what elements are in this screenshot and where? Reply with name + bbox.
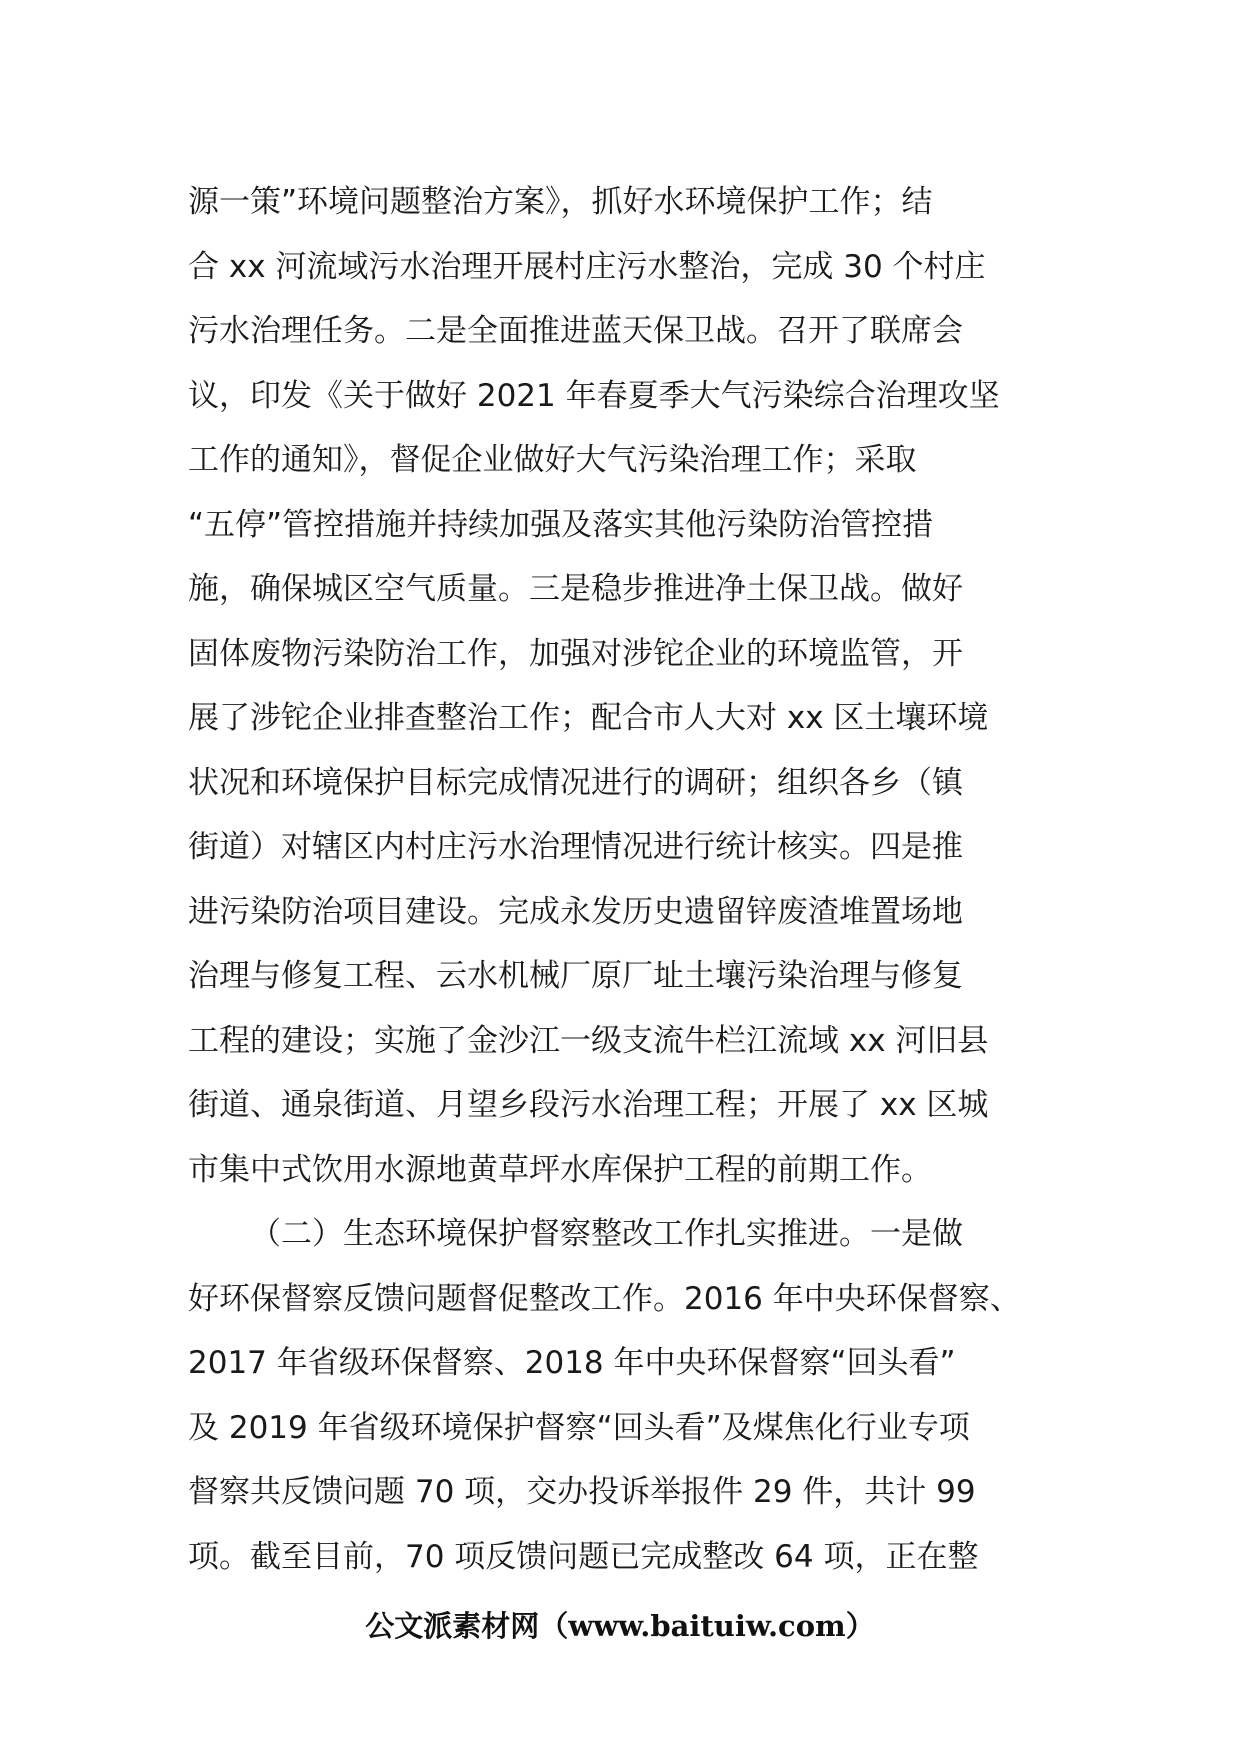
document-body bbox=[188, 170, 1058, 1589]
body-line: 2017 年省级环保督察、2018 年中央环保督察“回头看” bbox=[188, 1345, 956, 1381]
body-line: 展了涉铊企业排查整治工作；配合市人大对 xx 区土壤环境 bbox=[188, 700, 989, 736]
body-line: 状况和环境保护目标完成情况进行的调研；组织各乡（镇 bbox=[188, 764, 963, 801]
body-line: 工作的通知》，督促企业做好大气污染治理工作；采取 bbox=[188, 442, 917, 478]
body-line: 污水治理任务。二是全面推进蓝天保卫战。召开了联席会 bbox=[188, 313, 963, 349]
body-line: 进污染防治项目建设。完成永发历史遗留锌废渣堆置场地 bbox=[188, 893, 963, 930]
body-line: 工程的建设；实施了金沙江一级支流牛栏江流域 xx 河旧县 bbox=[188, 1022, 989, 1059]
body-line: 街道）对辖区内村庄污水治理情况进行统计核实。四是推 bbox=[188, 829, 963, 865]
body-line: 好环保督察反馈问题督促整改工作。2016 年中央环保督察、 bbox=[188, 1280, 1021, 1317]
body-line: 督察共反馈问题 70 项，交办投诉举报件 29 件，共计 99 bbox=[188, 1474, 976, 1510]
body-line: “五停”管控措施并持续加强及落实其他污染防治管控措 bbox=[188, 506, 934, 543]
body-line: 固体废物污染防治工作，加强对涉铊企业的环境监管，开 bbox=[188, 635, 963, 672]
body-line: 项。截至目前，70 项反馈问题已完成整改 64 项，正在整 bbox=[188, 1538, 979, 1575]
body-line: 施，确保城区空气质量。三是稳步推进净土保卫战。做好 bbox=[188, 571, 963, 607]
section-heading-line: （二）生态环境保护督察整改工作扎实推进。一是做 bbox=[250, 1216, 963, 1252]
footer-watermark: 公文派素材网（www.baituiw.com） bbox=[365, 1609, 875, 1643]
body-line: 街道、通泉街道、月望乡段污水治理工程；开展了 xx 区城 bbox=[188, 1087, 989, 1123]
body-line: 源一策”环境问题整治方案》，抓好水环境保护工作；结 bbox=[188, 184, 933, 220]
body-line: 及 2019 年省级环境保护督察“回头看”及煤焦化行业专项 bbox=[188, 1409, 970, 1446]
body-line: 治理与修复工程、云水机械厂原厂址土壤污染治理与修复 bbox=[188, 958, 963, 994]
body-line: 合 xx 河流域污水治理开展村庄污水整治，完成 30 个村庄 bbox=[188, 248, 986, 285]
body-line: 市集中式饮用水源地黄草坪水库保护工程的前期工作。 bbox=[188, 1151, 932, 1188]
body-line: 议，印发《关于做好 2021 年春夏季大气污染综合治理攻坚 bbox=[188, 377, 1000, 414]
